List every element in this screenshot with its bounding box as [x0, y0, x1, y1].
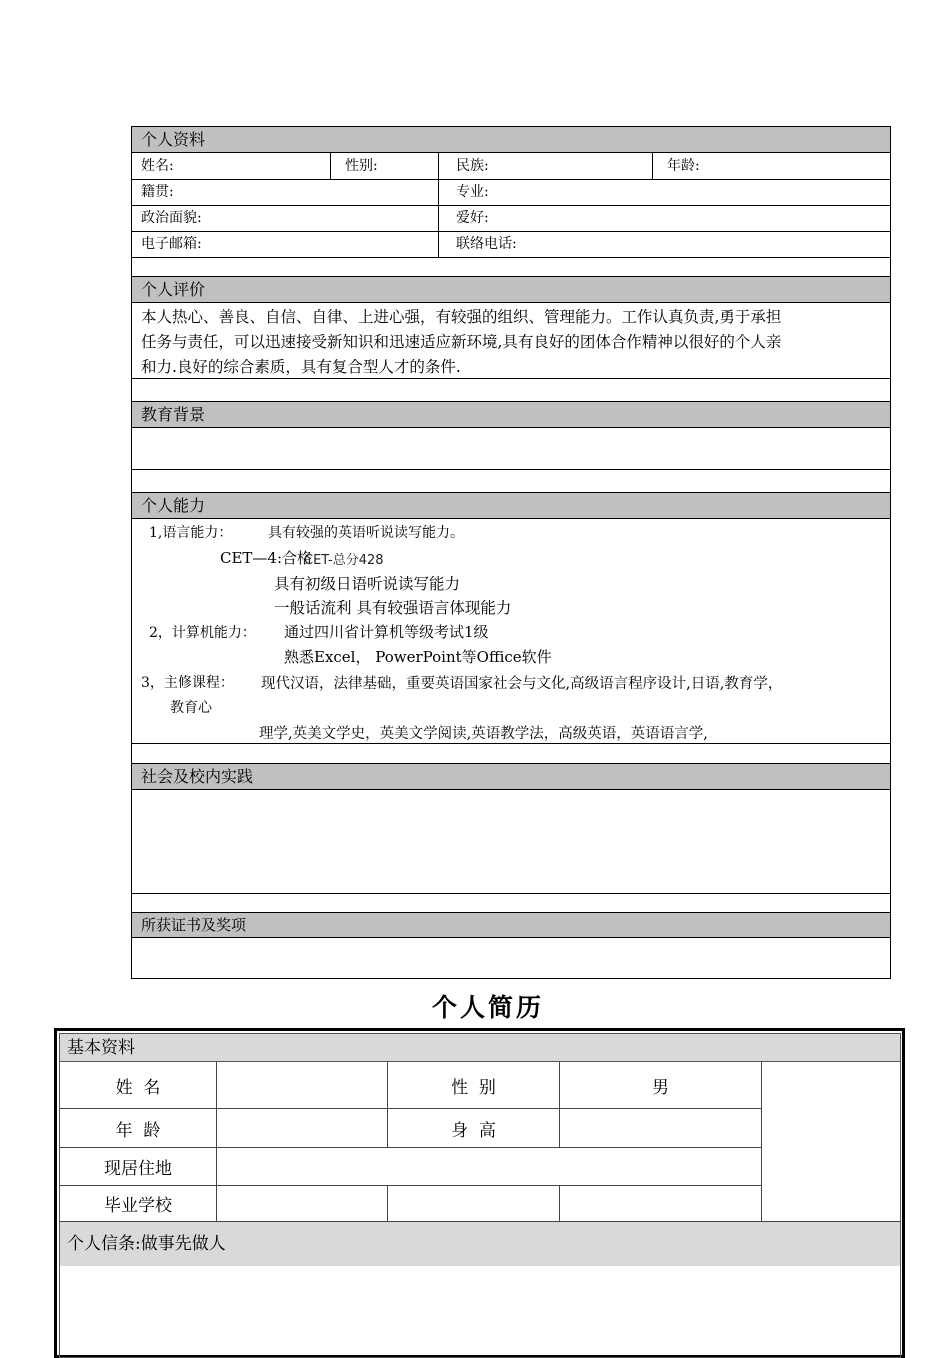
self-evaluation-line-2: 任务与责任，可以迅速接受新知识和迅速适应新环境,具有良好的团体合作精神以很好的个人亲	[141, 333, 782, 351]
japanese-ability: 具有初级日语听说读写能力	[274, 575, 461, 593]
resume-name-label: 姓 名	[115, 1077, 161, 1098]
resume-height-label: 身 高	[451, 1120, 496, 1141]
courses-label: 3，主修课程：	[141, 675, 234, 691]
computer-ability-label: 2，计算机能力：	[149, 625, 256, 641]
section-header-awards: 所获证书及奖项	[132, 913, 890, 937]
self-evaluation-line-3: 和力.良好的综合素质，具有复合型人才的条件.	[141, 358, 461, 376]
language-ability-label: 1,语言能力：	[149, 525, 233, 541]
name-label: 姓名:	[141, 158, 174, 174]
resume-gender-label: 性 别	[451, 1077, 496, 1098]
section-header-personal-info: 个人资料	[132, 127, 890, 152]
resume-address-value	[217, 1148, 761, 1185]
gender-label: 性别:	[345, 158, 378, 174]
resume-school-value	[217, 1186, 387, 1221]
major-label: 专业:	[456, 184, 489, 200]
awards-content	[132, 938, 890, 978]
resume-title: 个人简历	[431, 993, 544, 1022]
basic-info-header: 基本资料	[60, 1034, 900, 1062]
resume-school-extra-2	[560, 1186, 761, 1221]
ethnicity-label: 民族:	[456, 158, 489, 174]
resume-age-value	[217, 1109, 387, 1147]
cet-result: CET—4:合格	[220, 549, 313, 567]
resume-height-value	[560, 1109, 761, 1147]
phone-label: 联络电话:	[456, 236, 517, 252]
resume-age-label: 年 龄	[115, 1120, 161, 1141]
speaking-ability: 一般话流利 具有较强语言体现能力	[274, 599, 512, 617]
courses-line-1: 现代汉语，法律基础，重要英语国家社会与文化,高级语言程序设计,日语,教育学，	[261, 676, 783, 692]
hobby-label: 爱好:	[456, 210, 489, 226]
resume-school-extra-1	[388, 1186, 559, 1221]
age-label: 年龄:	[667, 158, 700, 174]
language-ability-text: 具有较强的英语听说读写能力。	[268, 525, 464, 541]
courses-line-3: 理学,英美文学史，英美文学阅读,英语教学法，高级英语，英语语言学,	[259, 726, 708, 742]
computer-ability-text: 通过四川省计算机等级考试1级	[284, 623, 489, 641]
resume-school-label: 毕业学校	[104, 1196, 172, 1216]
section-header-education: 教育背景	[132, 402, 890, 427]
section-header-practice: 社会及校内实践	[132, 764, 890, 789]
resume-gender-value: 男	[652, 1077, 669, 1098]
section-header-self-evaluation: 个人评价	[132, 277, 890, 302]
section-header-abilities: 个人能力	[132, 493, 890, 518]
resume-motto: 个人信条:做事先做人	[60, 1222, 900, 1266]
resume-address-label: 现居住地	[104, 1159, 172, 1179]
cet-total-score: CET-总分428	[304, 553, 384, 568]
self-evaluation-line-1: 本人热心、善良、自信、自律、上进心强，有较强的组织、管理能力。工作认真负责,勇于承担	[141, 308, 782, 326]
resume-name-value	[217, 1062, 387, 1108]
email-label: 电子邮箱:	[141, 236, 202, 252]
political-status-label: 政治面貌:	[141, 210, 202, 226]
office-skills: 熟悉Excel， PowerPoint等Office软件	[284, 648, 552, 666]
courses-line-2: 教育心	[170, 700, 212, 716]
education-content	[132, 428, 890, 469]
hometown-label: 籍贯:	[141, 184, 174, 200]
resume-photo-area	[762, 1062, 900, 1221]
practice-content	[132, 790, 890, 893]
